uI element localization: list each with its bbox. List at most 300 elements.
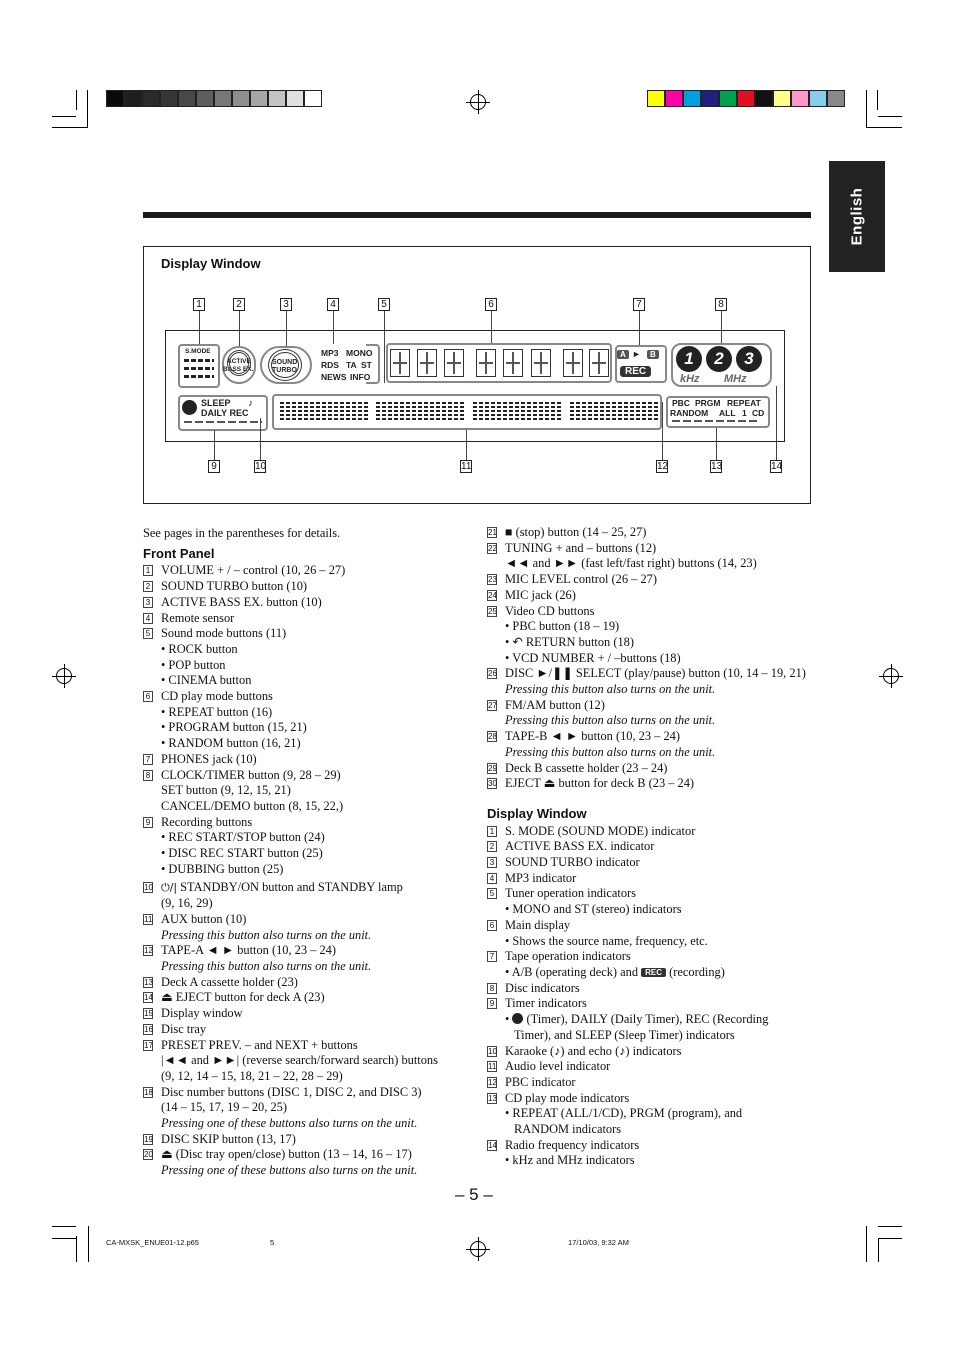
list-item: [143, 579, 463, 595]
callout-11: 11: [461, 461, 472, 472]
karaoke-icon: ♪: [248, 398, 253, 409]
list-item: [487, 824, 817, 840]
front-panel-list-continued: [487, 525, 817, 1169]
callout-5: 5: [378, 298, 390, 311]
sub-item-text: (recording): [669, 964, 725, 979]
item-number: 10: [488, 1046, 497, 1056]
note-text: Pressing this button also turns on the unit.: [505, 682, 716, 697]
crop-mark: [87, 90, 88, 128]
item-text: Disc indicators: [505, 980, 580, 995]
list-item: [487, 1138, 817, 1154]
sub-item: • REPEAT (ALL/1/CD), PRGM (program), and: [505, 1106, 743, 1121]
item-text: MIC LEVEL control (26 – 27): [505, 572, 657, 587]
crop-mark: [877, 90, 878, 110]
item-number: 1: [143, 565, 153, 576]
sub-item: Timer), and SLEEP (Sleep Timer) indicators: [514, 1027, 735, 1042]
sub-item: • Shows the source name, frequency, etc.: [505, 933, 708, 948]
sub-item: • MONO and ST (stereo) indicators: [505, 902, 682, 917]
list-item: [487, 855, 817, 871]
color-swatch: [106, 90, 124, 107]
crop-mark: [878, 1238, 879, 1262]
item-text: Main display: [505, 917, 571, 932]
note-text: Pressing one of these buttons also turns on the unit.: [161, 1163, 418, 1178]
item-text: Display window: [161, 1006, 243, 1021]
sub-item: • POP button: [161, 657, 226, 672]
item-number: 17: [144, 1040, 153, 1050]
crop-mark: [878, 1238, 902, 1239]
sub-item: • ROCK button: [161, 641, 238, 656]
item-text: Disc tray: [161, 1021, 207, 1036]
item-text: Disc number buttons (DISC 1, DISC 2, and DISC 3): [161, 1084, 422, 1099]
smode-bars: [184, 375, 214, 378]
sub-item: [487, 965, 817, 981]
list-item: [143, 815, 463, 831]
item-text: Radio frequency indicators: [505, 1137, 640, 1152]
level-meter-mask: [376, 400, 464, 420]
sub-item: • REC START/STOP button (24): [161, 830, 325, 845]
color-swatch: [701, 90, 719, 107]
list-item: [143, 611, 463, 627]
pbc-indicator: PBC: [672, 398, 690, 408]
sub-item: • REPEAT button (16): [161, 704, 273, 719]
list-item: [143, 990, 463, 1006]
crop-mark: [52, 1226, 76, 1227]
bass-ex-label: BASS EX.: [223, 366, 254, 373]
st-indicator: ST: [361, 360, 372, 370]
sub-item: SET button (9, 12, 15, 21): [161, 783, 291, 798]
cd-indicator: CD: [752, 408, 765, 418]
item-text: Tuner operation indicators: [505, 886, 636, 901]
sub-item: (9, 12, 14 – 15, 18, 21 – 22, 28 – 29): [161, 1068, 343, 1083]
color-swatch: [214, 90, 232, 107]
item-text: Remote sensor: [161, 610, 235, 625]
callout-3: 3: [280, 298, 292, 311]
list-item: [487, 729, 817, 745]
item-number: 4: [487, 873, 497, 884]
list-item: [487, 839, 817, 855]
registration-mark: [56, 668, 72, 684]
tuner-bracket: [366, 344, 380, 384]
info-indicator: INFO: [350, 372, 371, 382]
color-swatch: [232, 90, 250, 107]
item-text: ⏏ (Disc tray open/close) button (13 – 14, 16 – 17): [161, 1147, 412, 1162]
sub-item: RANDOM indicators: [514, 1122, 622, 1137]
front-panel-list: [143, 526, 463, 1179]
item-text: ■ (stop) button (14 – 25, 27): [505, 525, 647, 539]
crop-mark: [52, 116, 76, 117]
crop-mark: [76, 1236, 77, 1262]
sub-item: • ↶ RETURN button (18): [505, 634, 634, 649]
deck-b-indicator: B: [647, 350, 659, 359]
color-swatch: [827, 90, 845, 107]
figure-title: Display Window: [161, 256, 261, 271]
segment-digit: [503, 349, 523, 377]
rec-badge: REC: [641, 968, 666, 977]
item-number: 25: [488, 606, 497, 616]
callout-12: 12: [657, 461, 669, 472]
disc-3-indicator: 3: [736, 346, 762, 372]
segment-digit: [563, 349, 583, 377]
registration-mark: [470, 94, 486, 110]
callout-6: 6: [485, 298, 497, 311]
list-item: [143, 880, 463, 896]
list-item: [143, 1085, 463, 1101]
item-number: 14: [488, 1140, 497, 1150]
list-item: [487, 886, 817, 902]
prgm-indicator: PRGM: [695, 398, 721, 408]
mhz-indicator: MHz: [724, 373, 747, 385]
item-text: CD play mode buttons: [161, 689, 273, 704]
sub-item: • kHz and MHz indicators: [505, 1153, 635, 1168]
sub-item: • VCD NUMBER + / –buttons (18): [505, 650, 681, 665]
language-tab-label: English: [848, 187, 866, 246]
news-indicator: NEWS: [321, 372, 347, 382]
crop-mark: [878, 116, 902, 117]
list-item: [143, 912, 463, 928]
list-item: [487, 604, 817, 620]
segment-digit: [476, 349, 496, 377]
color-swatch: [196, 90, 214, 107]
callout-10: 10: [255, 461, 267, 472]
callout-4: 4: [327, 298, 339, 311]
callout-line: [466, 430, 467, 460]
color-swatch: [647, 90, 665, 107]
callout-9: 9: [208, 460, 220, 473]
item-number: 18: [144, 1087, 153, 1097]
callout-7: 7: [633, 298, 645, 311]
list-item: [487, 588, 817, 604]
item-text: ⏏ EJECT button for deck A (23): [161, 990, 325, 1005]
item-number: 6: [487, 920, 497, 931]
color-swatch: [250, 90, 268, 107]
item-number: 23: [488, 575, 497, 585]
item-number: 5: [487, 888, 497, 899]
item-text: MP3 indicator: [505, 870, 577, 885]
item-number: 6: [143, 691, 153, 702]
list-item: [143, 1022, 463, 1038]
timer-clock-icon: [182, 400, 197, 415]
color-swatch: [304, 90, 322, 107]
sub-item: • DUBBING button (25): [161, 861, 284, 876]
sub-item-text: • A/B (operating deck) and: [505, 964, 639, 979]
list-item: [143, 1147, 463, 1163]
item-number: 27: [488, 700, 497, 710]
item-text: SOUND TURBO button (10): [161, 579, 308, 594]
sound-label: SOUND: [272, 359, 298, 366]
item-text: VOLUME + / – control (10, 26 – 27): [161, 563, 346, 578]
list-item: [487, 1091, 817, 1107]
item-text: STANDBY/ON button and STANDBY lamp: [180, 880, 403, 895]
callout-2: 2: [233, 298, 245, 311]
item-number: 24: [488, 590, 497, 600]
item-text: SOUND TURBO indicator: [505, 855, 640, 870]
deck-a-indicator: A: [617, 350, 629, 359]
item-number: 3: [143, 597, 153, 608]
crop-mark: [52, 1238, 76, 1239]
item-text: PRESET PREV. – and NEXT + buttons: [161, 1037, 358, 1052]
color-swatch: [665, 90, 683, 107]
item-number: 22: [488, 543, 497, 553]
callout-line: [776, 386, 777, 460]
all-indicator: ALL: [719, 408, 736, 418]
registration-mark: [883, 668, 899, 684]
color-swatch: [755, 90, 773, 107]
grayscale-swatch-bar: [106, 90, 322, 107]
khz-indicator: kHz: [680, 373, 700, 385]
item-number: 14: [144, 993, 153, 1003]
item-text: ACTIVE BASS EX. indicator: [505, 839, 655, 854]
item-number: 5: [143, 628, 153, 639]
item-text: Video CD buttons: [505, 603, 595, 618]
item-text: Recording buttons: [161, 814, 253, 829]
color-swatch: [178, 90, 196, 107]
item-number: 20: [144, 1150, 153, 1160]
level-meter-mask: [280, 400, 368, 420]
list-item: [487, 761, 817, 777]
sub-item: • RANDOM button (16, 21): [161, 736, 301, 751]
callout-8: 8: [715, 298, 727, 311]
smode-bars: [184, 367, 214, 370]
sub-item: |◄◄ and ►►| (reverse search/forward search) buttons: [161, 1053, 438, 1068]
list-item: [143, 626, 463, 642]
list-item: [487, 1059, 817, 1075]
sub-item: • PBC button (18 – 19): [505, 619, 620, 634]
footer-filename: CA-MXSK_ENUE01-12.p65: [106, 1238, 199, 1247]
sleep-indicator: SLEEP: [201, 398, 231, 408]
list-item: [143, 768, 463, 784]
header-rule: [143, 212, 811, 218]
crop-mark: [878, 1226, 902, 1227]
list-item: [487, 871, 817, 887]
list-item: [487, 666, 817, 682]
language-tab: [829, 161, 885, 272]
turbo-label: TURBO: [272, 367, 297, 374]
item-number: 2: [143, 581, 153, 592]
mono-indicator: MONO: [346, 348, 373, 358]
disc-2-indicator: 2: [706, 346, 732, 372]
list-item: [143, 1132, 463, 1148]
mp3-indicator: MP3: [321, 348, 339, 358]
sub-item-text: (Timer), DAILY (Daily Timer), REC (Recording: [526, 1012, 769, 1027]
segment-digit: [390, 349, 410, 377]
crop-mark: [76, 90, 77, 110]
list-item: [143, 689, 463, 705]
active-label: ACTIVE: [227, 358, 251, 365]
item-text: Timer indicators: [505, 996, 587, 1011]
level-meter-mask: [570, 400, 658, 420]
list-item: [143, 1038, 463, 1054]
item-text: AUX button (10): [161, 911, 247, 926]
list-item: [487, 1044, 817, 1060]
item-number: 2: [487, 841, 497, 852]
callout-13: 13: [711, 461, 723, 472]
footer-date: 17/10/03, 9:32 AM: [568, 1238, 629, 1247]
item-number: 1: [487, 826, 497, 837]
item-text: DISC SKIP button (13, 17): [161, 1131, 296, 1146]
note-text: Pressing one of these buttons also turns on the unit.: [161, 1116, 418, 1131]
item-number: 8: [487, 983, 497, 994]
item-text: ACTIVE BASS EX. button (10): [161, 594, 322, 609]
list-item: [487, 525, 817, 541]
callout-line: [716, 428, 717, 460]
rec-indicator: REC: [620, 366, 651, 377]
list-item: [487, 776, 817, 792]
display-window-heading: Display Window: [487, 805, 587, 821]
list-item: [487, 981, 817, 997]
sub-item: CANCEL/DEMO button (8, 15, 22,): [161, 798, 344, 813]
crop-mark: [88, 1226, 89, 1262]
color-swatch: [773, 90, 791, 107]
item-number: 11: [144, 914, 153, 924]
list-item: [143, 563, 463, 579]
color-swatch: [683, 90, 701, 107]
item-text: TUNING + and – buttons (12): [505, 540, 657, 555]
sub-item: (9, 16, 29): [161, 896, 213, 911]
smode-label: S.MODE: [185, 348, 211, 355]
note-text: Pressing this button also turns on the unit.: [505, 713, 716, 728]
intro-text: See pages in the parentheses for details.: [143, 526, 341, 540]
note-text: Pressing this button also turns on the unit.: [161, 927, 372, 942]
list-item: [487, 698, 817, 714]
repeat-indicator: REPEAT: [727, 398, 761, 408]
ta-indicator: TA: [346, 360, 357, 370]
item-number: 4: [143, 613, 153, 624]
sub-item: ◄◄ and ►► (fast left/fast right) buttons (14, 23): [505, 556, 757, 571]
note-text: Pressing this button also turns on the unit.: [161, 958, 372, 973]
front-panel-heading: Front Panel: [143, 545, 215, 561]
item-number: 12: [488, 1077, 497, 1087]
rds-indicator: RDS: [321, 360, 339, 370]
color-swatch-bar: [647, 90, 845, 107]
item-number: 11: [488, 1062, 497, 1072]
list-item: [143, 943, 463, 959]
callout-14: 14: [771, 461, 783, 472]
item-text: TAPE-B ◄ ► button (10, 23 – 24): [505, 729, 680, 744]
crop-mark: [866, 90, 867, 128]
color-swatch: [791, 90, 809, 107]
item-text: EJECT ⏏ button for deck B (23 – 24): [505, 776, 695, 791]
registration-mark: [470, 1241, 486, 1257]
color-swatch: [268, 90, 286, 107]
sub-item: • CINEMA button: [161, 673, 252, 688]
list-item: [487, 572, 817, 588]
color-swatch: [160, 90, 178, 107]
item-number: 26: [488, 669, 497, 679]
crop-mark: [52, 127, 88, 128]
item-number: 28: [488, 732, 497, 742]
item-text: PBC indicator: [505, 1074, 576, 1089]
item-text: PHONES jack (10): [161, 751, 257, 766]
smode-bars: [184, 359, 214, 362]
item-text: TAPE-A ◄ ► button (10, 23 – 24): [161, 943, 336, 958]
list-item: [487, 918, 817, 934]
callout-line: [214, 430, 215, 460]
page-number: – 5 –: [455, 1185, 493, 1204]
list-item: [143, 595, 463, 611]
item-text: MIC jack (26): [505, 587, 576, 602]
item-text: Deck A cassette holder (23): [161, 974, 298, 989]
item-text: CD play mode indicators: [505, 1090, 630, 1105]
power-icon: ⏻/|: [161, 881, 178, 895]
list-item: [487, 949, 817, 965]
item-text: DISC ►/❚❚ SELECT (play/pause) button (10, 14 – 19, 21): [505, 666, 806, 681]
list-item: [487, 996, 817, 1012]
item-text: Deck B cassette holder (23 – 24): [505, 760, 668, 775]
item-number: 9: [143, 817, 153, 828]
level-meter-mask: [473, 400, 561, 420]
list-item: [487, 1075, 817, 1091]
item-number: 12: [144, 946, 153, 956]
item-number: 16: [144, 1024, 153, 1034]
color-swatch: [124, 90, 142, 107]
color-swatch: [809, 90, 827, 107]
segment-digit: [531, 349, 551, 377]
item-text: Audio level indicator: [505, 1059, 611, 1074]
item-number: 9: [487, 998, 497, 1009]
daily-rec-indicator: DAILY REC: [201, 408, 249, 418]
item-number: 7: [487, 951, 497, 962]
color-swatch: [142, 90, 160, 107]
segment-digit: [417, 349, 437, 377]
item-text: Karaoke (♪) and echo (♪) indicators: [505, 1043, 682, 1058]
sub-item: • PROGRAM button (15, 21): [161, 720, 307, 735]
item-number: 3: [487, 857, 497, 868]
item-number: 7: [143, 754, 153, 765]
item-number: 21: [488, 528, 497, 537]
color-swatch: [719, 90, 737, 107]
one-indicator: 1: [742, 408, 747, 418]
color-swatch: [286, 90, 304, 107]
crop-mark: [866, 1226, 867, 1262]
segment-digit: [444, 349, 464, 377]
item-number: 10: [144, 883, 153, 893]
color-swatch: [737, 90, 755, 107]
list-item: [143, 1006, 463, 1022]
note-text: Pressing this button also turns on the unit.: [505, 744, 716, 759]
segment-digit: [589, 349, 609, 377]
item-text: S. MODE (SOUND MODE) indicator: [505, 823, 696, 838]
sub-item: (14 – 15, 17, 19 – 20, 25): [161, 1100, 287, 1115]
item-number: 30: [488, 779, 497, 789]
footer-page: 5: [270, 1238, 275, 1247]
item-number: 19: [144, 1134, 153, 1144]
callout-line: [260, 418, 261, 460]
item-text: Tape operation indicators: [505, 949, 631, 964]
item-number: 13: [144, 977, 153, 987]
list-item: [487, 541, 817, 557]
cd-mode-bars: [672, 420, 760, 422]
item-number: 15: [144, 1009, 153, 1019]
list-item: [143, 975, 463, 991]
item-text: Sound mode buttons (11): [161, 626, 287, 641]
item-number: 13: [488, 1093, 497, 1103]
callout-line: [662, 402, 663, 460]
item-text: CLOCK/TIMER button (9, 28 – 29): [161, 767, 341, 782]
item-text: FM/AM button (12): [505, 697, 605, 712]
item-number: 8: [143, 770, 153, 781]
item-number: 29: [488, 763, 497, 773]
random-indicator: RANDOM: [670, 408, 709, 418]
arrow-icon: ►: [632, 349, 641, 359]
timer-bars: [184, 421, 262, 423]
sub-item: • (Timer), DAILY (Daily Timer), REC (Recording: [505, 1012, 769, 1027]
list-item: [143, 752, 463, 768]
timer-icon: [512, 1013, 523, 1024]
disc-1-indicator: 1: [676, 346, 702, 372]
sub-item: • DISC REC START button (25): [161, 846, 323, 861]
callout-1: 1: [193, 298, 205, 311]
crop-mark: [866, 127, 902, 128]
